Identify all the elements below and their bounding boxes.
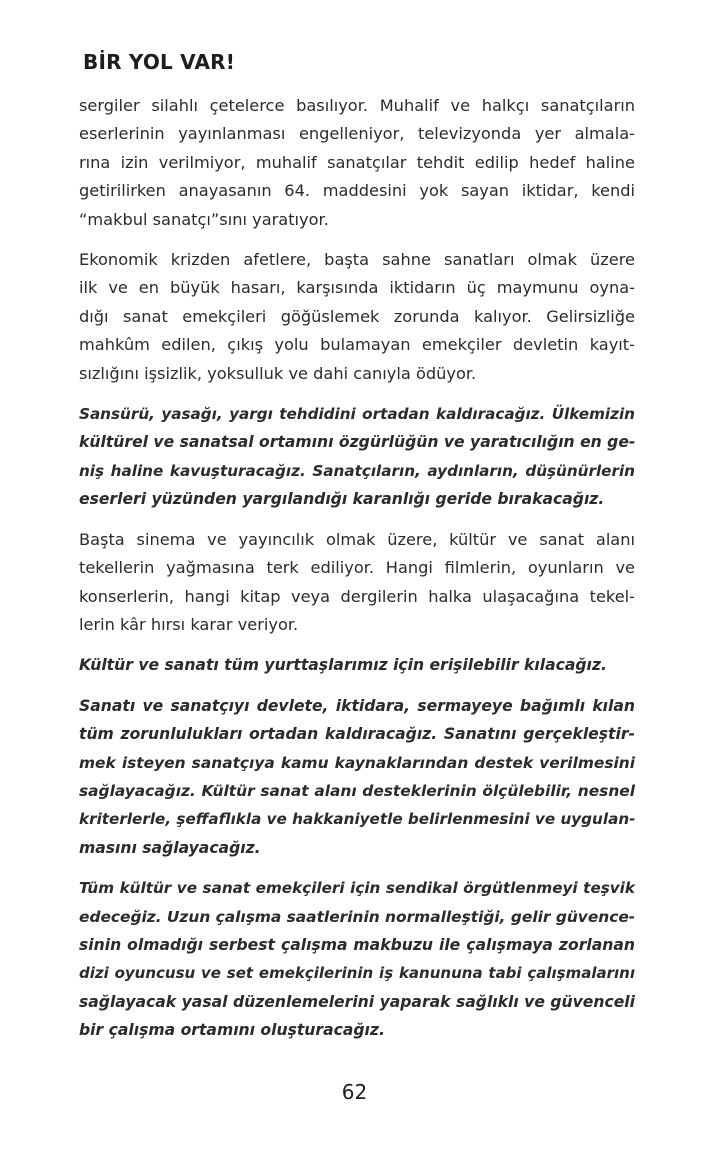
text-line: sızlığını işsizlik, yoksulluk ve dahi canıyla ödüyor. [79, 363, 477, 383]
emphasis-paragraph [79, 692, 635, 862]
paragraph [79, 526, 635, 640]
text-line: Sansürü, yasağı, yargı tehdidini ortadan kaldıracağız. Ülkemizin [79, 405, 635, 424]
text-line: mahkûm edilen, çıkış yolu bulamayan emekçiler devletin kayıt- [79, 335, 635, 355]
text-line: sağlayacak yasal düzenlemelerini yaparak sağlıklı ve güvenceli [79, 992, 635, 1011]
text-line: sinin olmadığı serbest çalışma makbuzu ile çalışmaya zorlanan [79, 935, 635, 954]
text-line: dığı sanat emekçileri göğüslemek zorunda kalıyor. Gelirsizliğe [79, 306, 635, 326]
text-line: Başta sinema ve yayıncılık olmak üzere, kültür ve sanat alanı [79, 529, 635, 549]
text-line: Tüm kültür ve sanat emekçileri için sendikal örgütlenmeyi teşvik [79, 879, 635, 898]
text-line: kriterlerle, şeffaflıkla ve hakkaniyetle belirlenmesini ve uygulan- [79, 810, 636, 829]
emphasis-paragraph [79, 874, 635, 1044]
paragraph [79, 92, 635, 234]
text-line: sergiler silahlı çetelerce basılıyor. Muhalif ve halkçı sanatçıların [79, 96, 635, 115]
emphasis-paragraph [79, 400, 635, 514]
text-line: masını sağlayacağız. [79, 838, 261, 857]
page-number: 62 [341, 1080, 368, 1104]
text-line: Kültür ve sanatı tüm yurttaşlarımız için erişilebilir kılacağız. [79, 656, 607, 675]
text-line: ilk ve en büyük hasarı, karşısında iktidarın üç maymunu oyna- [79, 278, 635, 298]
text-line: mek isteyen sanatçıya kamu kaynaklarından destek verilmesini [79, 753, 635, 772]
running-header: BİR YOL VAR! [83, 50, 236, 74]
paragraph [79, 246, 635, 388]
text-line: rına izin verilmiyor, muhalif sanatçılar tehdit edilip hedef haline [79, 152, 635, 172]
text-line: eserleri yüzünden yargılandığı karanlığı geride bırakacağız. [79, 490, 605, 509]
text-line: eserlerinin yayınlanması engelleniyor, televizyonda yer almala- [79, 124, 635, 144]
text-line: dizi oyuncusu ve set emekçilerinin iş kanununa tabi çalışmalarını [79, 964, 635, 983]
text-line: edeceğiz. Uzun çalışma saatlerinin normalleştiği, gelir güvence- [79, 907, 636, 926]
text-line: bir çalışma ortamını oluşturacağız. [79, 1021, 385, 1040]
text-line: getirilirken anayasanın 64. maddesini yok sayan iktidar, kendi [79, 181, 635, 201]
text-line: niş haline kavuşturacağız. Sanatçıların, aydınların, düşünürlerin [79, 461, 635, 480]
text-line: sağlayacağız. Kültür sanat alanı desteklerinin ölçülebilir, nesnel [79, 781, 635, 800]
body-text [79, 92, 635, 1057]
text-line: kültürel ve sanatsal ortamını özgürlüğün ve yaratıcılığın en ge- [79, 433, 636, 452]
text-line: tüm zorunlulukları ortadan kaldıracağız. Sanatını gerçekleştir- [79, 725, 635, 744]
text-line: “makbul sanatçı”sını yaratıyor. [79, 209, 329, 229]
text-line: lerin kâr hırsı karar veriyor. [79, 614, 299, 634]
text-line: konserlerin, hangi kitap veya dergilerin halka ulaşacağına tekel- [79, 586, 635, 606]
text-line: tekellerin yağmasına terk ediliyor. Hangi filmlerin, oyunların ve [79, 558, 635, 578]
emphasis-paragraph [79, 651, 635, 679]
text-line: Ekonomik krizden afetlere, başta sahne sanatları olmak üzere [79, 250, 635, 270]
text-line: Sanatı ve sanatçıyı devlete, iktidara, sermayeye bağımlı kılan [79, 696, 635, 715]
